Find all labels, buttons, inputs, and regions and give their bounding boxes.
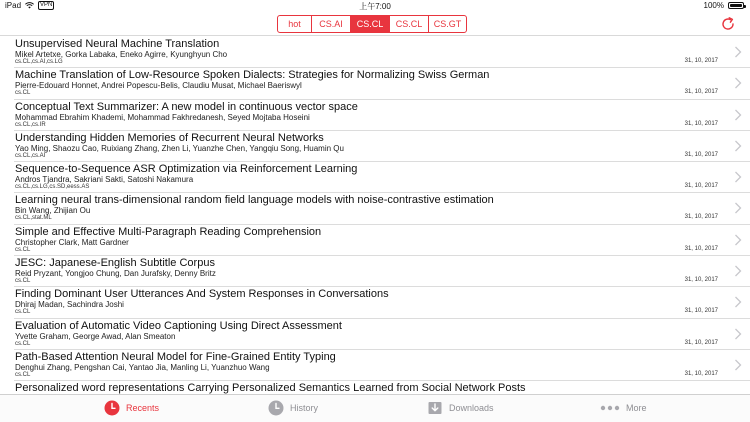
paper-authors: Mikel Artetxe, Gorka Labaka, Eneko Agirre, Kyunghyun Cho xyxy=(15,50,228,59)
tab-history-label: History xyxy=(290,403,319,413)
chevron-right-icon xyxy=(734,77,742,89)
paper-categories: cs.CL xyxy=(15,309,31,316)
chevron-right-icon xyxy=(734,171,742,183)
paper-title: Unsupervised Neural Machine Translation xyxy=(15,38,220,50)
paper-categories: cs.CL,cs.IR xyxy=(15,121,46,128)
tab-downloads-label: Downloads xyxy=(449,403,494,413)
paper-date: 31, 10, 2017 xyxy=(684,214,718,221)
paper-title: Simple and Effective Multi-Paragraph Reading Comprehension xyxy=(15,225,322,238)
paper-date: 31, 10, 2017 xyxy=(684,151,718,158)
chevron-right-icon xyxy=(734,202,742,214)
list-item[interactable] xyxy=(14,350,750,381)
paper-list xyxy=(0,37,750,394)
paper-categories: cs.CL xyxy=(15,340,31,347)
paper-categories: cs.CL xyxy=(15,246,31,253)
chevron-right-icon xyxy=(734,109,742,121)
paper-categories: cs.CL,cs.LG,cs.SD,eess.AS xyxy=(15,184,90,191)
tab-cs-ai[interactable]: CS.AI xyxy=(312,16,351,32)
paper-title: Machine Translation of Low-Resource Spoken Dialects: Strategies for Normalizing Swiss German xyxy=(15,69,490,82)
paper-authors: Andros Tjandra, Sakriani Sakti, Satoshi Nakamura xyxy=(15,175,194,185)
paper-title: Conceptual Text Summarizer: A new model in continuous vector space xyxy=(15,100,358,113)
tab-recents[interactable] xyxy=(104,400,159,416)
paper-date: 31, 10, 2017 xyxy=(684,183,718,190)
paper-date: 31, 10, 2017 xyxy=(684,58,718,64)
device-name: iPad xyxy=(5,1,22,10)
paper-title: Path-Based Attention Neural Model for Fine-Grained Entity Typing xyxy=(15,350,336,363)
paper-authors: Denghui Zhang, Pengshan Cai, Yantao Jia, Manling Li, Yuanzhuo Wang xyxy=(15,362,270,372)
paper-date: 31, 10, 2017 xyxy=(684,89,718,96)
paper-date: 31, 10, 2017 xyxy=(684,339,718,346)
nav-bar xyxy=(0,12,750,36)
chevron-right-icon xyxy=(734,46,742,58)
paper-categories: cs.CL,stat.ML xyxy=(15,215,52,222)
paper-authors: Christopher Clark, Matt Gardner xyxy=(15,237,129,247)
tab-downloads[interactable] xyxy=(427,400,494,416)
list-item[interactable] xyxy=(14,131,750,162)
paper-title: Evaluation of Automatic Video Captioning Using Direct Assessment xyxy=(15,319,342,332)
status-right xyxy=(704,1,744,10)
paper-authors: Dhiraj Madan, Sachindra Joshi xyxy=(15,300,124,310)
chevron-right-icon xyxy=(734,234,742,246)
paper-categories: cs.CL xyxy=(15,371,31,378)
paper-title: JESC: Japanese-English Subtitle Corpus xyxy=(15,257,215,270)
chevron-right-icon xyxy=(734,140,742,152)
tab-cs-cl-2[interactable]: CS.CL xyxy=(390,16,429,32)
list-item[interactable] xyxy=(14,319,750,350)
list-item[interactable] xyxy=(14,193,750,224)
paper-date: 31, 10, 2017 xyxy=(684,245,718,252)
paper-title: Personalized word representations Carrying Personalized Semantics Learned from Social Network Posts xyxy=(15,382,526,394)
paper-authors: Bin Wang, Zhijian Ou xyxy=(15,206,91,216)
tab-bar xyxy=(0,394,750,422)
download-icon xyxy=(427,400,443,416)
chevron-right-icon xyxy=(734,265,742,277)
paper-authors: Pierre-Edouard Honnet, Andrei Popescu-Belis, Claudiu Musat, Michael Baeriswyl xyxy=(15,81,302,91)
refresh-icon[interactable] xyxy=(720,16,736,32)
paper-date: 31, 10, 2017 xyxy=(684,277,718,284)
list-item[interactable] xyxy=(14,100,750,131)
tab-hot[interactable]: hot xyxy=(278,16,312,32)
paper-authors: Yao Ming, Shaozu Cao, Ruixiang Zhang, Zhen Li, Yuanzhe Chen, Yangqiu Song, Huamin Qu xyxy=(15,143,344,153)
tab-more-label: More xyxy=(626,403,647,413)
history-icon xyxy=(268,400,284,416)
paper-title: Understanding Hidden Memories of Recurrent Neural Networks xyxy=(15,131,324,144)
paper-date: 31, 10, 2017 xyxy=(684,120,718,127)
paper-authors: Mohammad Ebrahim Khademi, Mohammad Fakhredanesh, Seyed Mojtaba Hoseini xyxy=(15,112,310,122)
list-item[interactable] xyxy=(14,256,750,287)
paper-authors: Reid Pryzant, Yongjoo Chung, Dan Jurafsky, Denny Britz xyxy=(15,269,216,279)
paper-categories: cs.CL xyxy=(15,90,31,97)
list-item[interactable] xyxy=(14,381,750,394)
tab-history[interactable] xyxy=(268,400,318,416)
vpn-badge: VPN xyxy=(40,2,53,8)
tab-more[interactable] xyxy=(600,400,647,416)
list-item[interactable] xyxy=(14,162,750,193)
tab-recents-label: Recents xyxy=(126,403,160,413)
chevron-right-icon xyxy=(734,296,742,308)
paper-date: 31, 10, 2017 xyxy=(684,370,718,377)
paper-categories: cs.CL,cs.AI,cs.LG xyxy=(15,59,63,65)
paper-categories: cs.CL xyxy=(15,278,31,285)
chevron-right-icon xyxy=(734,328,742,340)
list-item[interactable] xyxy=(14,225,750,256)
more-icon xyxy=(600,400,620,416)
paper-title: Finding Dominant User Utterances And System Responses in Conversations xyxy=(15,288,389,301)
status-time: 上午7:00 xyxy=(359,2,391,11)
battery-percent: 100% xyxy=(703,1,724,10)
category-segmented-control xyxy=(277,15,467,33)
status-bar xyxy=(0,0,750,12)
paper-title: Learning neural trans-dimensional random field language models with noise-contrastive estimation xyxy=(15,194,494,207)
paper-title: Sequence-to-Sequence ASR Optimization via Reinforcement Learning xyxy=(15,163,358,176)
list-item[interactable] xyxy=(14,68,750,99)
paper-date: 31, 10, 2017 xyxy=(684,308,718,315)
paper-authors: Yvette Graham, George Awad, Alan Smeaton xyxy=(15,331,176,341)
clock-icon xyxy=(104,400,120,416)
tab-cs-cl[interactable]: CS.CL xyxy=(351,16,390,32)
list-item[interactable] xyxy=(14,287,750,318)
list-item[interactable] xyxy=(14,37,750,68)
chevron-right-icon xyxy=(734,359,742,371)
battery-icon xyxy=(728,2,744,9)
paper-categories: cs.CL,cs.AI xyxy=(15,152,46,159)
tab-cs-gt[interactable]: CS.GT xyxy=(433,19,462,29)
